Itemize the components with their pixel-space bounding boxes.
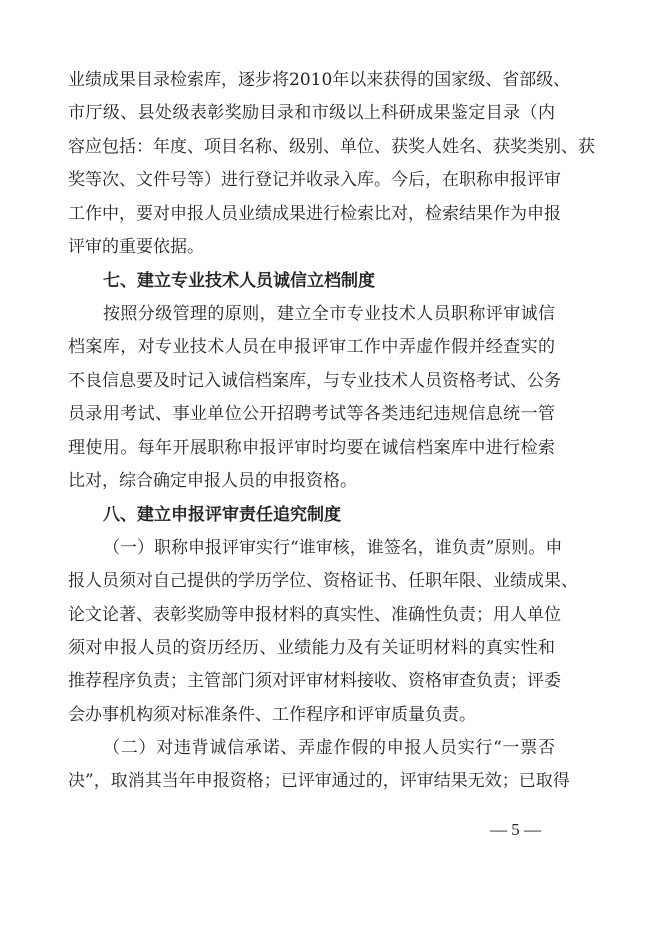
text-line: 须对申报人员的资历经历、业绩能力及有关证明材料的真实性和 xyxy=(68,638,555,658)
text-line: 按照分级管理的原则，建立全市专业技术人员职称评审诚信 xyxy=(103,304,555,324)
text-line: 容应包括：年度、项目名称、级别、单位、获奖人姓名、获奖类别、获 xyxy=(68,137,595,157)
text-line: 业绩成果目录检索库，逐步将2010年以来获得的国家级、省部级、 xyxy=(68,70,571,90)
text-line: 档案库，对专业技术人员在申报评审工作中弄虚作假并经查实的 xyxy=(68,337,555,357)
text-line: 决”，取消其当年申报资格；已评审通过的，评审结果无效；已取得 xyxy=(68,771,570,791)
text-line: 奖等次、文件号等）进行登记并收录入库。今后，在职称申报评审 xyxy=(68,170,561,190)
section-heading: 七、建立专业技术人员诚信立档制度 xyxy=(103,271,375,291)
text-line: 不良信息要及时记入诚信档案库，与专业技术人员资格考试、公务 xyxy=(68,371,561,391)
text-line: 会办事机构须对标准条件、工作程序和评审质量负责。 xyxy=(68,705,476,725)
section-heading: 八、建立申报评审责任追究制度 xyxy=(103,505,341,525)
text-line: （一）职称申报评审实行“谁审核，谁签名，谁负责”原则。申 xyxy=(103,538,563,558)
text-line: 员录用考试、事业单位公开招聘考试等各类违纪违规信息统一管 xyxy=(68,404,555,424)
text-line: 论文论著、表彰奖励等申报材料的真实性、准确性负责；用人单位 xyxy=(68,605,561,625)
text-line: 报人员须对自己提供的学历学位、资格证书、任职年限、业绩成果、 xyxy=(68,571,578,591)
page-number: — 5 — xyxy=(490,820,541,839)
text-line: 推荐程序负责；主管部门须对评审材料接收、资格审查负责；评委 xyxy=(68,671,561,691)
text-line: 市厅级、县处级表彰奖励目录和市级以上科研成果鉴定目录（内 xyxy=(68,103,555,123)
text-line: 工作中，要对申报人员业绩成果进行检索比对，检索结果作为申报 xyxy=(68,204,561,224)
text-line: （二）对违背诚信承诺、弄虚作假的申报人员实行“一票否 xyxy=(103,738,555,758)
text-line: 评审的重要依据。 xyxy=(68,237,204,257)
text-line: 比对，综合确定申报人员的申报资格。 xyxy=(68,471,357,491)
text-line: 理使用。每年开展职称申报评审时均要在诚信档案库中进行检索 xyxy=(68,438,555,458)
